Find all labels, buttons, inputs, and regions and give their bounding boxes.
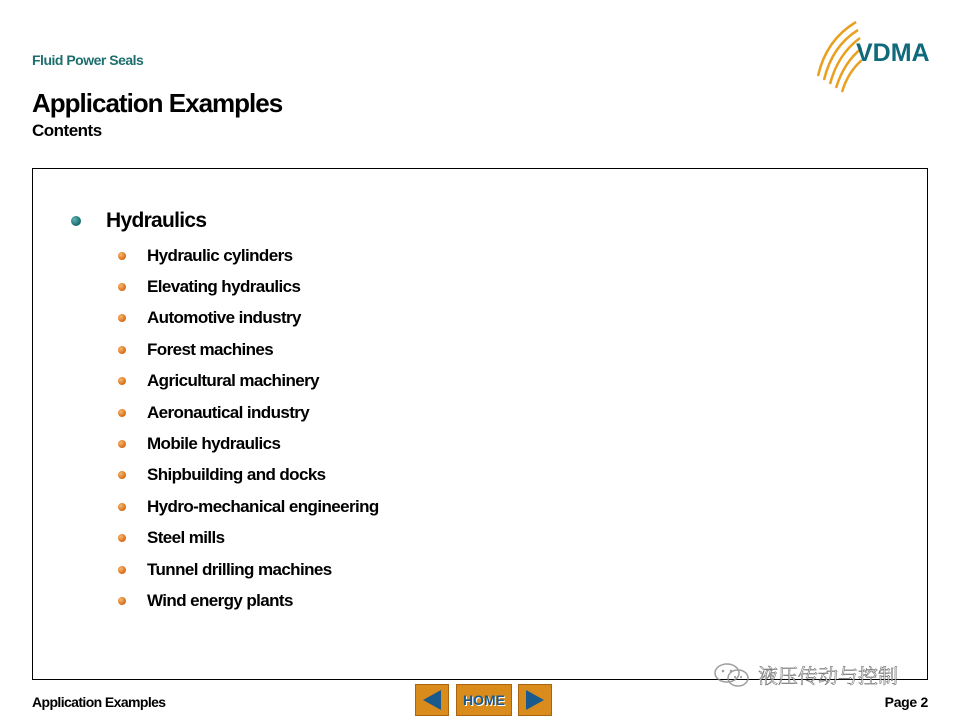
orange-bullet-icon [118, 314, 126, 322]
list-item-label: Wind energy plants [147, 590, 293, 610]
list-item [118, 334, 379, 365]
watermark [712, 660, 898, 689]
orange-bullet-icon [118, 440, 126, 448]
list-item [118, 491, 379, 522]
list-item-label: Hydro-mechanical engineering [147, 496, 379, 516]
list-item-label: Hydraulic cylinders [147, 245, 293, 265]
orange-bullet-icon [118, 471, 126, 479]
main-list-item [71, 209, 206, 233]
orange-bullet-icon [118, 377, 126, 385]
list-item-label: Shipbuilding and docks [147, 465, 326, 485]
orange-bullet-icon [118, 409, 126, 417]
home-button[interactable]: HOME [456, 684, 512, 716]
list-item-label: Elevating hydraulics [147, 277, 301, 297]
main-item-label: Hydraulics [106, 209, 207, 232]
list-item-label: Automotive industry [147, 308, 301, 328]
list-item [118, 523, 379, 554]
previous-page-button[interactable] [415, 684, 449, 716]
orange-bullet-icon [118, 566, 126, 574]
list-item [118, 303, 379, 334]
section-label: Fluid Power Seals [32, 52, 144, 68]
list-item-label: Steel mills [147, 528, 225, 548]
page-number: Page 2 [884, 694, 928, 710]
orange-bullet-icon [118, 346, 126, 354]
list-item-label: Aeronautical industry [147, 402, 310, 422]
next-page-button[interactable] [518, 684, 552, 716]
list-item [118, 554, 379, 585]
orange-bullet-icon [118, 534, 126, 542]
page-subtitle: Contents [32, 121, 102, 140]
list-item [118, 460, 379, 491]
list-item-label: Forest machines [147, 339, 274, 359]
list-item-label: Tunnel drilling machines [147, 559, 332, 579]
teal-bullet-icon [71, 216, 81, 226]
list-item [118, 397, 379, 428]
list-item-label: Mobile hydraulics [147, 434, 281, 454]
orange-bullet-icon [118, 503, 126, 511]
watermark-text: 液压传动与控制 [758, 666, 898, 688]
arrow-left-icon [420, 688, 444, 712]
logo-swoosh-icon [812, 14, 862, 98]
page-title: Application Examples [32, 88, 283, 118]
list-item [118, 240, 379, 271]
sub-item-list [118, 240, 379, 617]
content-box [32, 168, 928, 680]
list-item [118, 428, 379, 459]
list-item [118, 366, 379, 397]
orange-bullet-icon [118, 283, 126, 291]
wechat-icon [712, 661, 752, 689]
orange-bullet-icon [118, 252, 126, 260]
logo-text: VDMA [856, 39, 930, 67]
footer-label: Application Examples [32, 694, 166, 710]
list-item-label: Agricultural machinery [147, 371, 319, 391]
orange-bullet-icon [118, 597, 126, 605]
list-item [118, 585, 379, 616]
list-item [118, 271, 379, 302]
arrow-right-icon [523, 688, 547, 712]
